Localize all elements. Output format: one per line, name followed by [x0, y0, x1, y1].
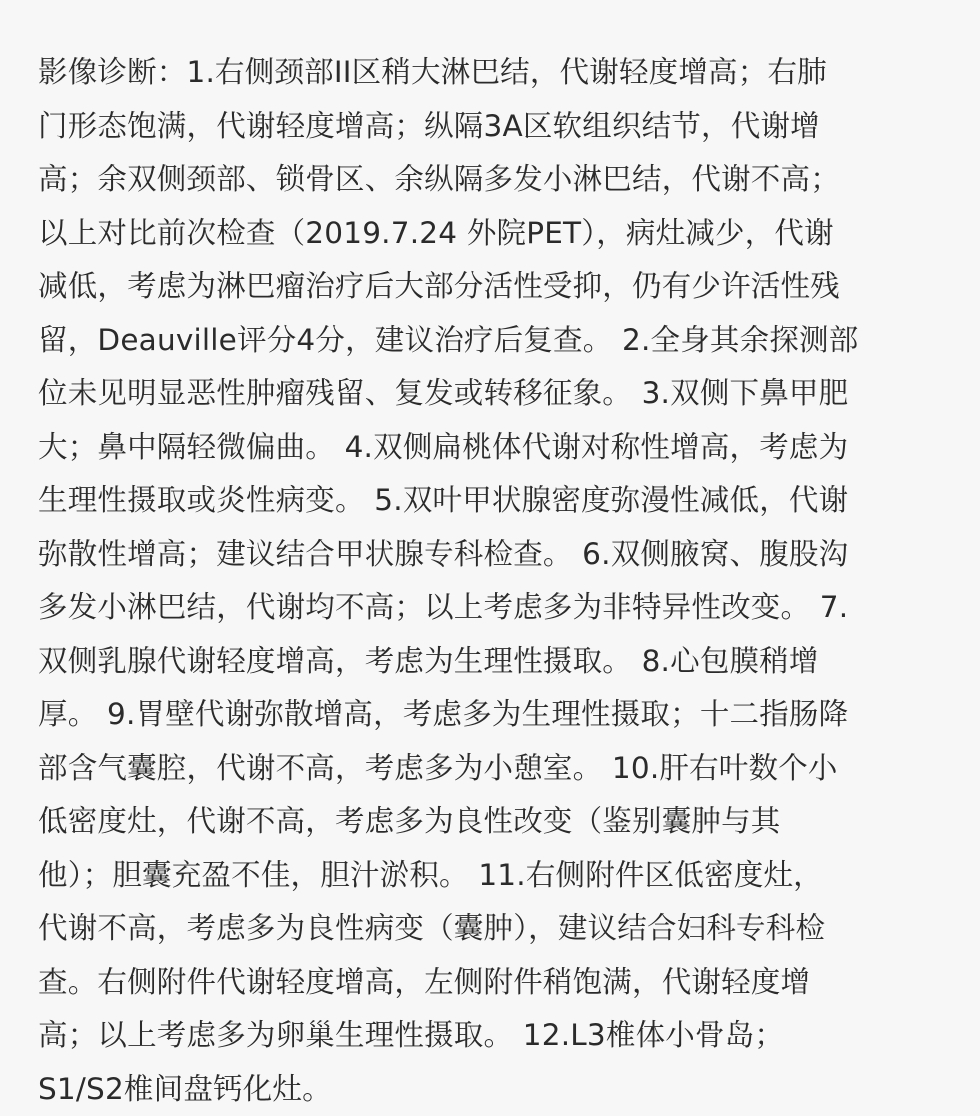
- report-line: 部含气囊腔，代谢不高，考虑多为小憩室。 10.肝右叶数个小: [38, 742, 948, 796]
- report-line: 留，Deauville评分4分，建议治疗后复查。 2.全身其余探测部: [38, 314, 948, 368]
- report-line: 高；余双侧颈部、锁骨区、余纵隔多发小淋巴结，代谢不高；: [38, 153, 948, 207]
- report-line: 弥散性增高；建议结合甲状腺专科检查。 6.双侧腋窝、腹股沟: [38, 528, 948, 582]
- report-line: 厚。 9.胃壁代谢弥散增高，考虑多为生理性摄取；十二指肠降: [38, 688, 948, 742]
- report-line: 大；鼻中隔轻微偏曲。 4.双侧扁桃体代谢对称性增高，考虑为: [38, 421, 948, 475]
- report-line: 以上对比前次检查（2019.7.24 外院PET），病灶减少，代谢: [38, 207, 948, 261]
- report-line: 双侧乳腺代谢轻度增高，考虑为生理性摄取。 8.心包膜稍增: [38, 635, 948, 689]
- report-line: 减低，考虑为淋巴瘤治疗后大部分活性受抑，仍有少许活性残: [38, 260, 948, 314]
- report-line: 位未见明显恶性肿瘤残留、复发或转移征象。 3.双侧下鼻甲肥: [38, 367, 948, 421]
- report-line: 门形态饱满，代谢轻度增高；纵隔3A区软组织结节，代谢增: [38, 100, 948, 154]
- report-line: 低密度灶，代谢不高，考虑多为良性改变（鉴别囊肿与其: [38, 795, 948, 849]
- report-line: 多发小淋巴结，代谢均不高；以上考虑多为非特异性改变。 7.: [38, 581, 948, 635]
- report-line: 高；以上考虑多为卵巢生理性摄取。 12.L3椎体小骨岛；: [38, 1009, 948, 1063]
- report-line: 查。右侧附件代谢轻度增高，左侧附件稍饱满，代谢轻度增: [38, 956, 948, 1010]
- report-line: 影像诊断：1.右侧颈部II区稍大淋巴结，代谢轻度增高；右肺: [38, 46, 948, 100]
- report-line: 代谢不高，考虑多为良性病变（囊肿），建议结合妇科专科检: [38, 902, 948, 956]
- report-line: 生理性摄取或炎性病变。 5.双叶甲状腺密度弥漫性减低，代谢: [38, 474, 948, 528]
- diagnosis-report: [38, 46, 948, 1116]
- report-line: 他）；胆囊充盈不佳，胆汁淤积。 11.右侧附件区低密度灶，: [38, 849, 948, 903]
- report-line: S1/S2椎间盘钙化灶。: [38, 1063, 948, 1116]
